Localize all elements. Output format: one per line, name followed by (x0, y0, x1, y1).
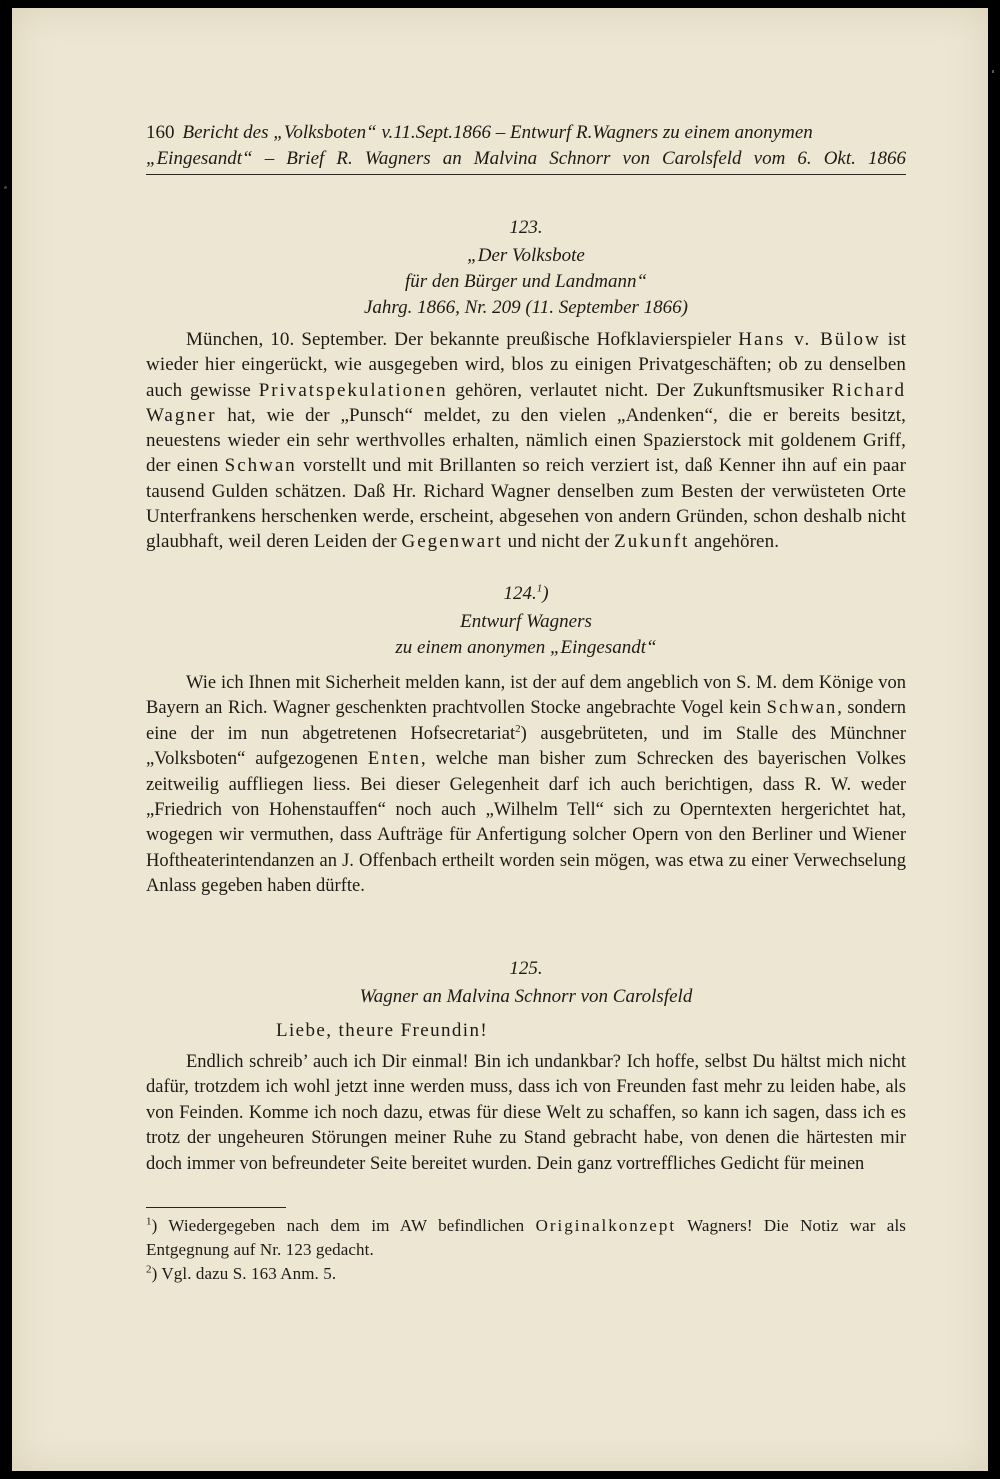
footnote-mark: 2 (146, 1263, 152, 1276)
binding-mark (4, 186, 7, 189)
section-125 (146, 956, 906, 1177)
section-title-line: für den Bürger und Landmann“ (404, 271, 648, 292)
section-124 (146, 581, 906, 900)
text-run: , welche man bisher zum Schrecken des bayerischen Volkes zeitweilig auffliegen liess. Bei dieser Gelegenheit darf ich auch berichtigen, dass R. W. weder „Friedrich von Hohenstauffen“ noch auch „Wilhelm Tell“ sich zu Operntexten hergerichtet hat, wogegen wir vermuthen, dass Aufträge für Anfertigung solcher Opern von den Berliner und Wiener Hoftheaterintendanzen an J. Offenbach ertheilt worden sein mögen, was etwa zu einer Verwechselung Anlass gegeben haben dürfte. (146, 749, 906, 897)
footnote-ref: 1 (536, 582, 543, 595)
spaced-word: Gegenwart (401, 531, 503, 553)
text-run: und nicht der (502, 531, 615, 553)
footnote-1 (146, 1214, 906, 1262)
footnote-2 (146, 1262, 906, 1286)
spaced-word: Originalkonzept (535, 1216, 677, 1235)
spaced-word: Schwan (766, 698, 838, 719)
text-run: ) Wiedergegeben nach dem im AW befindlichen (151, 1216, 536, 1235)
text-run: gehören, verlautet nicht. Der Zukunftsmusiker (447, 379, 832, 401)
spaced-word: Privatspekulationen (258, 379, 448, 401)
spaced-word: Schwan (224, 455, 297, 477)
paren: ) (542, 583, 549, 604)
section-number: 125. (509, 958, 543, 979)
running-header (146, 120, 906, 175)
text-run: Wie ich Ihnen mit Sicherheit melden kann, ist der auf dem angeblich von S. M. dem Könige von Bayern an Rich. Wagner geschenkten prachtvollen Stocke angebrachte Vogel kein (146, 673, 906, 719)
section-number: 123. (509, 217, 543, 238)
salutation: Liebe, theure Freundin! (276, 1020, 489, 1041)
footnote-mark: 1 (146, 1215, 152, 1228)
footnote-rule (146, 1207, 286, 1208)
footnotes (146, 1214, 906, 1286)
section-title-line: Entwurf Wagners (460, 611, 592, 632)
text-run: ist wieder hier eingerückt, wie ausgegeben wird, blos zu einigen Privatgeschäften; ob zu denselben auch gewisse (146, 329, 906, 401)
footnote-ref: 2 (515, 722, 521, 735)
header-line-2: „Eingesandt“ – Brief R. Wagners an Malvina Schnorr von Carolsfeld vom 6. Okt. 1866 (146, 148, 906, 169)
section-123 (146, 215, 906, 555)
edge-mark (992, 70, 994, 73)
page-number: 160 (146, 122, 175, 143)
section-title-line: zu einem anonymen „Eingesandt“ (395, 637, 657, 658)
spaced-name: Richard Wagner (146, 379, 906, 426)
text-run: , sondern eine der im nun abgetretenen Hofsecretariat (146, 698, 906, 744)
text-run: hat, wie der „Punsch“ meldet, zu den vielen „Andenken“, die er bereits besitzt, neuestens wieder ein sehr werthvolles erhalten, nämlich einen Spazierstock mit goldenem Griff, der einen (146, 404, 906, 477)
section-number (146, 581, 906, 607)
text-run: München, 10. September. Der bekannte preußische Hofklavierspieler (186, 329, 739, 350)
section-number-text: 124. (503, 583, 537, 604)
spaced-word: Enten (367, 749, 422, 770)
text-run: angehören. (689, 531, 780, 553)
text-run: ) Vgl. dazu S. 163 Anm. 5. (151, 1264, 337, 1283)
text-run: Wagners! Die Notiz war als Entgegnung auf Nr. 123 gedacht. (146, 1216, 906, 1259)
section-title-line: Jahrg. 1866, Nr. 209 (11. September 1866) (363, 297, 689, 318)
letter-text: Endlich schreib’ auch ich Dir einmal! Bin ich undankbar? Ich hoffe, selbst Du hältst mich nicht dafür, trotzdem ich wohl jetzt inne werden muss, dass ich von Freunden fast mehr zu leiden habe, als von Feinden. Komme ich noch dazu, etwas für diese Welt zu schaffen, so kann ich sagen, dass ich es trotz der ungeheuren Störungen meiner Ruhe zu Stand gebracht habe, von denen die härtesten mir doch immer von befreundeter Seite bereitet wurden. Dein ganz vortreffliches Gedicht für meinen (146, 1052, 906, 1174)
section-title: Wagner an Malvina Schnorr von Carolsfeld (359, 986, 693, 1007)
text-run: vorstellt und mit Brillanten so reich verziert ist, daß Kenner ihn auf ein paar tausend Gulden schätzen. Daß Hr. Richard Wagner denselben zum Besten der verwüsteten Orte Unterfrankens herschenken werde, erscheint, abgesehen von andern Gründen, schon deshalb nicht glaubhaft, weil deren Leiden der (146, 455, 906, 553)
header-line-1: Bericht des „Volksboten“ v.11.Sept.1866 – Entwurf R.Wagners zu einem anonymen (182, 122, 813, 143)
draft-text (146, 671, 906, 900)
section-title-line: „Der Volksbote (467, 245, 585, 266)
spaced-word: Zukunft (614, 531, 690, 553)
newspaper-text (146, 327, 906, 555)
spaced-name: Hans v. Bülow (738, 329, 881, 350)
text-run: ) ausgebrüteten, und im Stalle des Münchner „Volksboten“ aufgezogenen (146, 723, 906, 770)
